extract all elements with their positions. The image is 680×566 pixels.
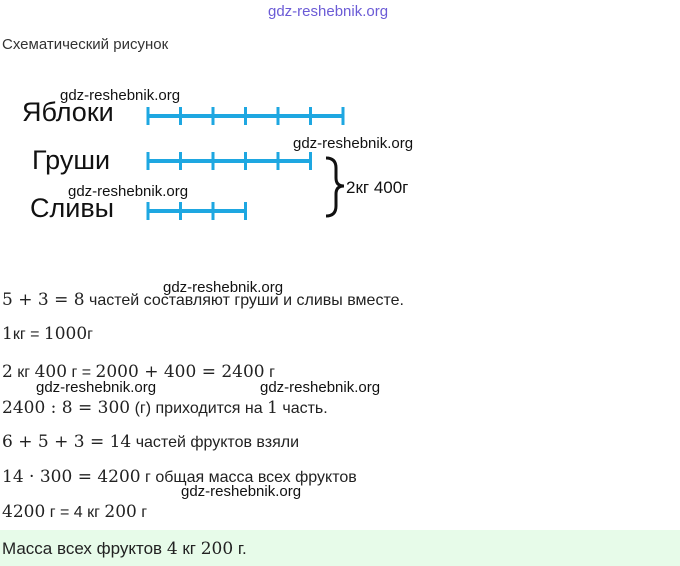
section-heading: Схематический рисунок xyxy=(2,36,169,53)
solution-line-6: 14 · 300 = 4200 г общая масса всех фруктов xyxy=(2,467,357,487)
watermark[interactable]: gdz-reshebnik.org xyxy=(36,379,157,396)
solution-line-7: 4200 г = 4 кг 200 г xyxy=(2,502,148,522)
watermark[interactable]: gdz-reshebnik.org xyxy=(181,483,302,500)
label-apples: Яблоки xyxy=(22,97,114,127)
solution-line-4: 2400 : 8 = 300 (г) приходится на 1 часть. xyxy=(2,398,328,418)
solution-line-3: 2 кг 400 г = 2000 + 400 = 2400 г xyxy=(2,362,275,382)
segment-bars xyxy=(148,107,343,220)
watermark[interactable]: gdz-reshebnik.org xyxy=(293,135,414,152)
watermark[interactable]: gdz-reshebnik.org xyxy=(260,379,381,396)
segment-diagram xyxy=(0,0,680,260)
watermark[interactable]: gdz-reshebnik.org xyxy=(68,183,189,200)
watermark[interactable]: gdz-reshebnik.org xyxy=(60,87,181,104)
watermark[interactable]: gdz-reshebnik.org xyxy=(163,279,284,296)
solution-line-5: 6 + 5 + 3 = 14 частей фруктов взяли xyxy=(2,432,300,452)
brace-label: 2кг 400г xyxy=(346,178,409,197)
solution-line-1: 5 + 3 = 8 частей составляют груши и сливы вместе. xyxy=(2,290,404,310)
answer-text: Масса всех фруктов 4 кг 200 г. xyxy=(2,539,247,559)
label-pears: Груши xyxy=(32,145,111,175)
watermark-top[interactable]: gdz-reshebnik.org xyxy=(268,3,389,20)
solution-line-2: 1кг = 1000г xyxy=(2,324,94,344)
label-plums: Сливы xyxy=(30,193,115,223)
brace-icon xyxy=(326,158,344,216)
